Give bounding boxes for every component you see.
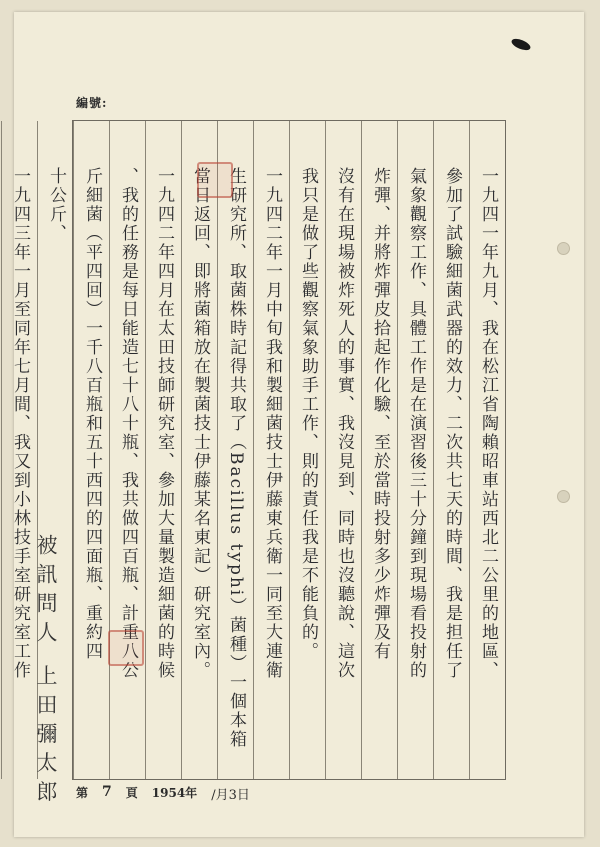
- column-text: 炸彈、并將炸彈皮拾起作化驗、至於當時投射多少炸彈及有: [370, 167, 390, 661]
- page-suffix: 頁: [125, 786, 138, 800]
- page-prefix: 第: [76, 786, 89, 800]
- date-month-day: /月3日: [211, 788, 250, 803]
- column-text: 沒有在現場被炸死人的事實、我沒見到、同時也沒聽說、這次: [334, 167, 354, 680]
- grid-column: [217, 121, 253, 779]
- grid-column: [109, 121, 145, 779]
- grid-column: [145, 121, 181, 779]
- column-text: 參加了試驗細菌武器的效力、二次共七天的時間、我是担任了: [442, 167, 462, 680]
- column-text: 生研究所、取菌株時記得共取了（Bacillus typhi）菌種）一個本箱: [226, 167, 246, 750]
- grid-column: [325, 121, 361, 779]
- column-text: 當日返回、即將菌箱放在製菌技士伊藤某名東記）研究室內。: [190, 167, 210, 680]
- page-footer: [76, 784, 250, 803]
- punch-hole: [557, 490, 570, 503]
- grid-column: [1, 121, 37, 779]
- grid-column: [73, 121, 109, 779]
- signature: 被訊問人 上田彌太郎: [34, 534, 58, 810]
- column-text: 、我的任務是每日能造七十八十瓶、我共做四百瓶、計重八公: [118, 167, 138, 680]
- grid-column: [469, 121, 505, 779]
- grid-column: [397, 121, 433, 779]
- document-number-label: 編號:: [76, 96, 108, 110]
- red-seal-stamp: [108, 630, 144, 666]
- column-text: 一九四二年一月中旬我和製細菌技士伊藤東兵衛一同至大連衛: [262, 167, 282, 680]
- column-text: 氣象觀察工作、具體工作是在演習後三十分鐘到現場看投射的: [406, 167, 426, 680]
- column-text: 一九四三年一月至同年七月間、我又到小林技手室研究室工作: [10, 167, 30, 680]
- column-text: 斤細菌（平四回）一千八百瓶和五十西四的四面瓶、重約四: [82, 167, 102, 661]
- page-number: 7: [102, 784, 112, 800]
- column-text: 十公斤、: [46, 167, 66, 243]
- grid-column: [0, 121, 1, 779]
- column-text: 一九四二年四月在太田技師研究室、參加大量製造細菌的時候: [154, 167, 174, 680]
- grid-column: [289, 121, 325, 779]
- red-seal-stamp: [197, 162, 233, 198]
- document-sheet: [10, 12, 584, 837]
- date-year: 1954年: [151, 786, 198, 800]
- grid-column: [253, 121, 289, 779]
- punch-hole: [557, 242, 570, 255]
- grid-column: [181, 121, 217, 779]
- column-text: 我只是做了些觀察氣象助手工作、則的責任我是不能負的。: [298, 167, 318, 661]
- grid-column: [433, 121, 469, 779]
- ink-mark: [510, 37, 532, 53]
- grid-column: [361, 121, 397, 779]
- column-text: 一九四一年九月、我在松江省陶賴昭車站西北二公里的地區、: [478, 167, 498, 680]
